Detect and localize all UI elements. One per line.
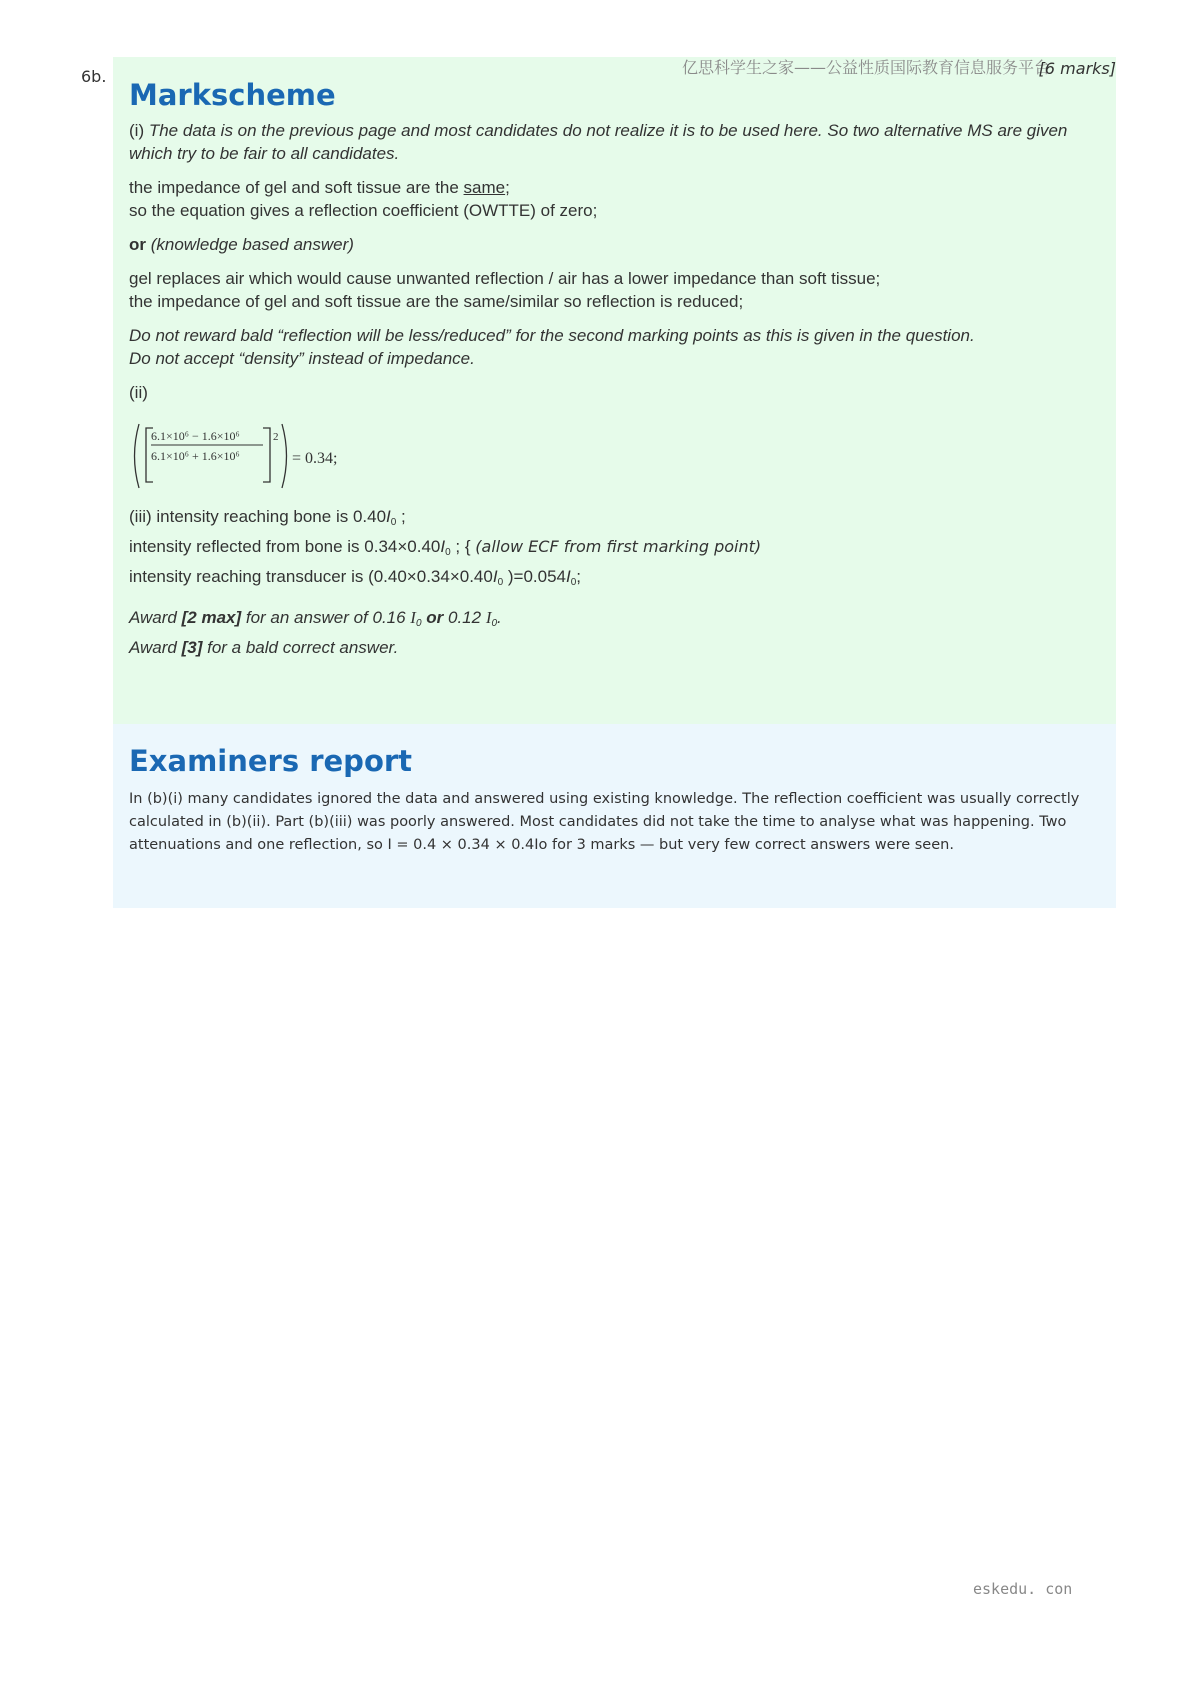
part-i-label: (i) <box>129 121 145 140</box>
formula-denominator: 6.1×10⁶ + 1.6×10⁶ <box>151 449 240 463</box>
underlined-word: same <box>463 178 506 197</box>
examiner-note-1: Do not reward bald “reflection will be less/reduced” for the second marking points as this is given in the question. <box>129 326 975 345</box>
part-iii-line-3-text: intensity reaching transducer is (0.40×0.34×0.40 <box>129 567 493 586</box>
answer-line-1-end: ; <box>505 178 510 197</box>
answer-line-1-text: the impedance of gel and soft tissue are the <box>129 178 464 197</box>
intensity-symbol: I <box>485 608 492 627</box>
award-text: 0.12 <box>443 608 486 627</box>
part-iii-line-2 <box>129 535 761 564</box>
part-iii-line-1-text: (iii) intensity reaching bone is 0.40 <box>129 507 387 526</box>
part-iii-line-3-mid: )=0.054 <box>503 567 566 586</box>
ecf-note: (allow ECF from first marking point) <box>475 537 762 556</box>
part-i-note-line1: The data is on the previous page and most candidates do not realize it is to be used here. So two alternative MS are given <box>148 121 1068 140</box>
award-text: for a bald correct answer. <box>202 638 399 657</box>
award-text: Award <box>129 638 182 657</box>
part-iii-line-3-end: ; <box>576 567 582 586</box>
part-iii-line-2-mid: ; { <box>450 537 471 556</box>
intensity-subscript: 0 <box>445 547 451 558</box>
answer-line-3: gel replaces air which would cause unwanted reflection / air has a lower impedance than soft tissue; <box>129 269 881 288</box>
examiners-report-title: Examiners report <box>129 744 413 778</box>
award-line-2 <box>129 636 398 659</box>
or-note: (knowledge based answer) <box>150 235 354 254</box>
award-text: Award <box>129 608 182 627</box>
reflection-coefficient-formula <box>129 420 349 492</box>
answer-line-4: the impedance of gel and soft tissue are the same/similar so reflection is reduced; <box>129 292 744 311</box>
intensity-subscript: 0 <box>390 517 397 528</box>
examiners-report-section <box>113 724 1116 908</box>
or-line <box>129 233 354 256</box>
part-iii-line-1-end: ; <box>396 507 406 526</box>
examiners-report-text: In (b)(i) many candidates ignored the data and answered using existing knowledge. The reflection coefficient was usually correctly calculated in (b)(ii). Part (b)(iii) was poorly answered. Most candidates did not take the time to analyse what was happening. Two attenuations and one reflection, so I = 0.4 × 0.34 × 0.4Io for 3 marks — but very few correct answers were seen. <box>129 791 1080 853</box>
intensity-subscript: 0 <box>570 577 577 588</box>
answer-line-2: so the equation gives a reflection coefficient (OWTTE) of zero; <box>129 201 598 220</box>
award-marks: [2 max] <box>181 608 242 627</box>
or-label: or <box>426 608 444 627</box>
markscheme-section <box>113 57 1116 724</box>
award-text: for an answer of 0.16 <box>241 608 411 627</box>
formula-result: = 0.34; <box>292 450 338 467</box>
intensity-symbol: I <box>492 567 498 586</box>
award-text: . <box>497 608 502 627</box>
intensity-subscript: 0 <box>497 577 504 588</box>
footer-site: eskedu. con <box>973 1580 1073 1598</box>
part-i-note <box>129 119 1067 142</box>
intensity-symbol: I <box>440 537 446 556</box>
part-iii-line-2-text: intensity reflected from bone is 0.34×0.40 <box>129 537 441 556</box>
intensity-symbol: I <box>410 608 416 627</box>
part-i-note-line2: which try to be fair to all candidates. <box>129 144 400 163</box>
intensity-subscript: 0 <box>415 618 422 629</box>
part-iii-line-3 <box>129 565 581 594</box>
marks-total: [6 marks] <box>1038 59 1116 78</box>
watermark-text: 亿思科学生之家——公益性质国际教育信息服务平台 <box>682 58 1051 77</box>
part-ii-label: (ii) <box>129 383 148 402</box>
question-number: 6b. <box>81 67 107 86</box>
intensity-symbol: I <box>566 567 571 586</box>
answer-line-1 <box>129 176 510 199</box>
award-marks: [3] <box>181 638 203 657</box>
formula-numerator: 6.1×10⁶ − 1.6×10⁶ <box>151 429 240 443</box>
intensity-symbol: I <box>386 507 391 526</box>
markscheme-title: Markscheme <box>129 78 336 112</box>
formula-exponent: 2 <box>273 431 279 443</box>
award-line-1 <box>129 606 502 635</box>
or-label: or <box>129 235 146 254</box>
intensity-subscript: 0 <box>491 618 498 629</box>
examiner-note-2: Do not accept “density” instead of impedance. <box>129 349 475 368</box>
part-iii-line-1 <box>129 505 406 534</box>
